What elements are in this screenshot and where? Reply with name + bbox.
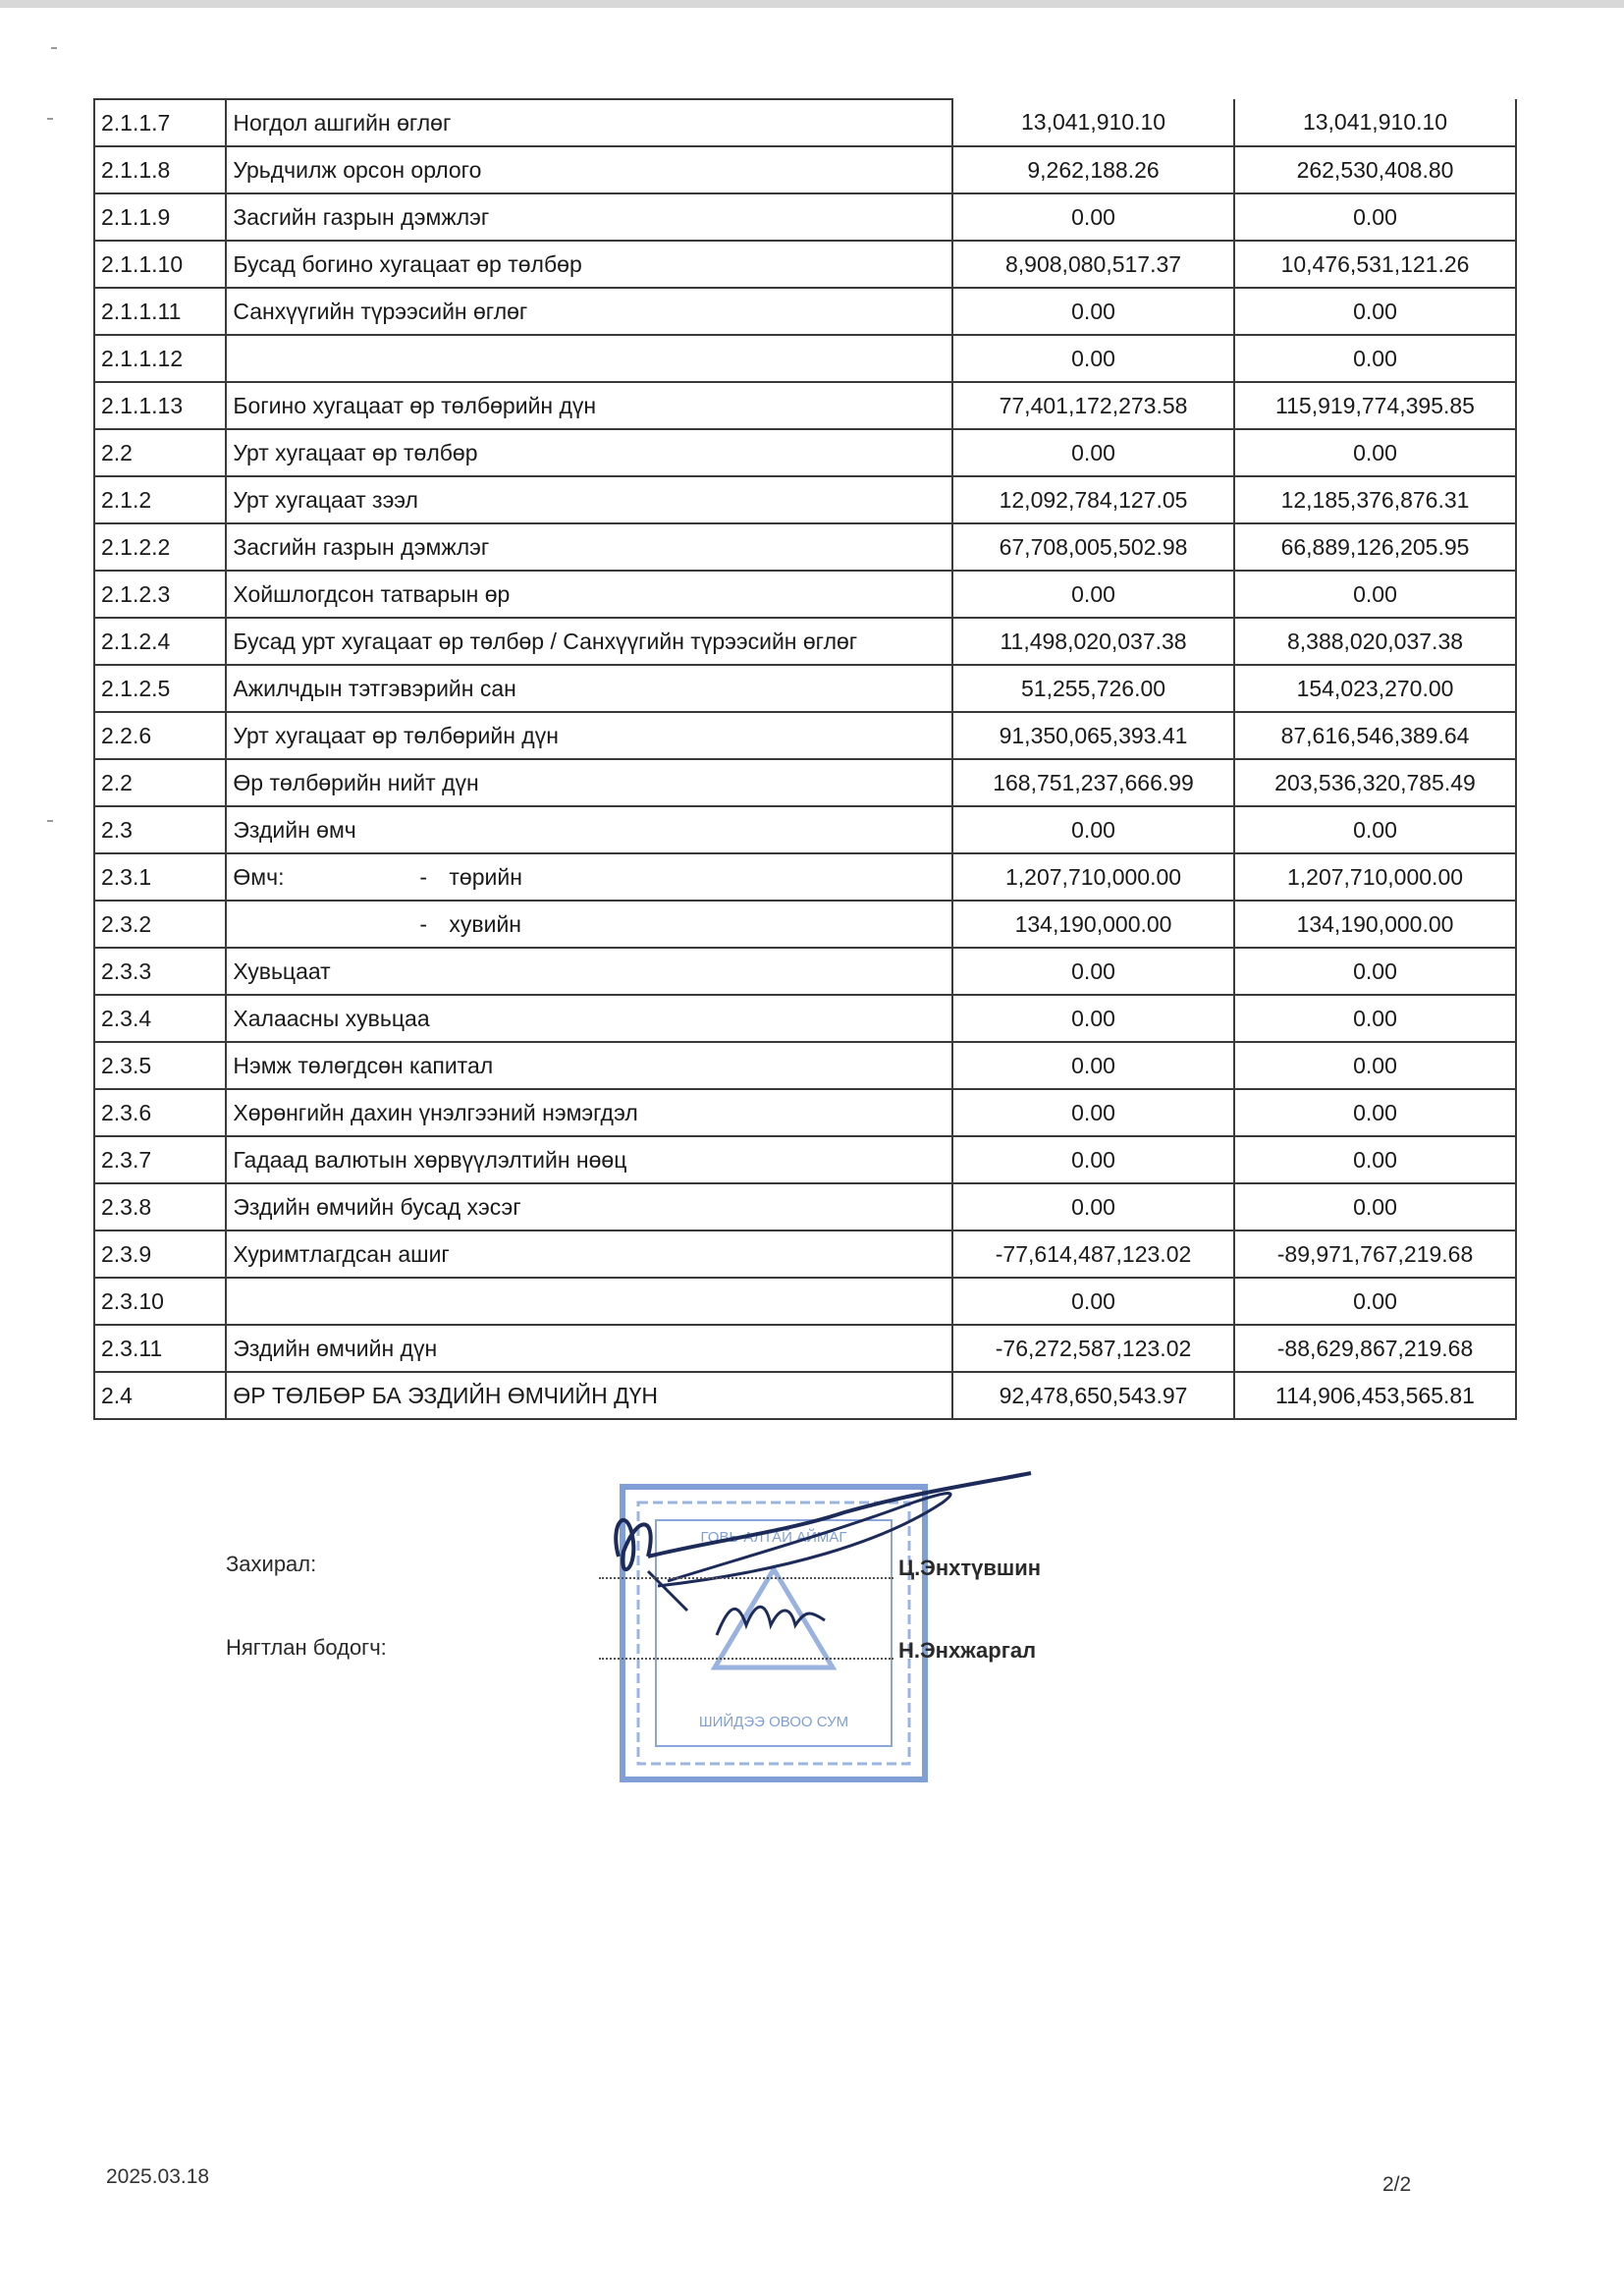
table-row: [94, 948, 1516, 995]
value-previous-period: 11,498,020,037.38: [952, 618, 1234, 665]
value-current-period: 0.00: [1234, 571, 1516, 618]
row-name: Эздийн өмч: [226, 806, 952, 853]
row-code: 2.1.1.8: [94, 146, 226, 193]
director-name: Ц.Энхтүвшин: [898, 1556, 1042, 1580]
value-previous-period: 9,262,188.26: [952, 146, 1234, 193]
row-name: [226, 335, 952, 382]
table-row: [94, 901, 1516, 948]
row-code: 2.1.1.9: [94, 193, 226, 241]
row-name: [226, 901, 952, 948]
scan-top-edge: [0, 0, 1624, 8]
value-previous-period: 0.00: [952, 948, 1234, 995]
value-current-period: 0.00: [1234, 1089, 1516, 1136]
page-number: 2/2: [1382, 2173, 1412, 2196]
row-name: Урт хугацаат өр төлбөр: [226, 429, 952, 476]
value-current-period: 154,023,270.00: [1234, 665, 1516, 712]
svg-text:ГОВЬ-АЛТАЙ АЙМАГ: ГОВЬ-АЛТАЙ АЙМАГ: [700, 1529, 847, 1546]
table-row: [94, 1325, 1516, 1372]
row-code: 2.3.9: [94, 1230, 226, 1278]
value-previous-period: 77,401,172,273.58: [952, 382, 1234, 429]
row-code: 2.3.4: [94, 995, 226, 1042]
value-current-period: 0.00: [1234, 1278, 1516, 1325]
value-previous-period: 0.00: [952, 1136, 1234, 1183]
table-row: [94, 241, 1516, 288]
table-row: [94, 288, 1516, 335]
table-row: [94, 146, 1516, 193]
row-name: Засгийн газрын дэмжлэг: [226, 523, 952, 571]
row-name: ӨР ТӨЛБӨР БА ЭЗДИЙН ӨМЧИЙН ДҮН: [226, 1372, 952, 1419]
row-name: Урт хугацаат өр төлбөрийн дүн: [226, 712, 952, 759]
value-current-period: 8,388,020,037.38: [1234, 618, 1516, 665]
footer-date: 2025.03.18: [106, 2165, 210, 2188]
row-code: 2.4: [94, 1372, 226, 1419]
row-name: Бусад урт хугацаат өр төлбөр / Санхүүгийн түрээсийн өглөг: [226, 618, 952, 665]
value-current-period: 0.00: [1234, 995, 1516, 1042]
value-previous-period: 13,041,910.10: [952, 99, 1234, 146]
row-code: 2.1.2.3: [94, 571, 226, 618]
table-row: [94, 382, 1516, 429]
value-previous-period: 8,908,080,517.37: [952, 241, 1234, 288]
table-row: [94, 1089, 1516, 1136]
row-code: 2.1.1.12: [94, 335, 226, 382]
value-previous-period: 1,207,710,000.00: [952, 853, 1234, 901]
table-row: [94, 1230, 1516, 1278]
value-current-period: 0.00: [1234, 1136, 1516, 1183]
table-row: [94, 712, 1516, 759]
value-current-period: 0.00: [1234, 288, 1516, 335]
row-code: 2.3.10: [94, 1278, 226, 1325]
dash-marker: -: [419, 910, 428, 937]
value-current-period: -88,629,867,219.68: [1234, 1325, 1516, 1372]
table-row: [94, 476, 1516, 523]
table-row: [94, 1183, 1516, 1230]
table-row: [94, 1278, 1516, 1325]
value-previous-period: 51,255,726.00: [952, 665, 1234, 712]
row-code: 2.3.7: [94, 1136, 226, 1183]
value-current-period: 0.00: [1234, 806, 1516, 853]
row-name: Эздийн өмчийн бусад хэсэг: [226, 1183, 952, 1230]
row-code: 2.1.1.13: [94, 382, 226, 429]
value-current-period: 87,616,546,389.64: [1234, 712, 1516, 759]
value-current-period: 203,536,320,785.49: [1234, 759, 1516, 806]
row-code: 2.1.2.5: [94, 665, 226, 712]
row-name: Хуримтлагдсан ашиг: [226, 1230, 952, 1278]
table-row: [94, 1136, 1516, 1183]
row-name: Санхүүгийн түрээсийн өглөг: [226, 288, 952, 335]
row-code: 2.3.11: [94, 1325, 226, 1372]
margin-mark: [47, 118, 53, 120]
row-code: 2.3.3: [94, 948, 226, 995]
row-name: Хойшлогдсон татварын өр: [226, 571, 952, 618]
table-row: [94, 429, 1516, 476]
row-name: Хувьцаат: [226, 948, 952, 995]
value-previous-period: 0.00: [952, 288, 1234, 335]
accountant-name: Н.Энхжаргал: [898, 1638, 1037, 1663]
row-code: 2.2.6: [94, 712, 226, 759]
table-row: [94, 665, 1516, 712]
row-name: Урт хугацаат зээл: [226, 476, 952, 523]
value-previous-period: 0.00: [952, 1183, 1234, 1230]
row-code: 2.1.2.4: [94, 618, 226, 665]
table-row: [94, 335, 1516, 382]
value-current-period: 115,919,774,395.85: [1234, 382, 1516, 429]
value-current-period: 10,476,531,121.26: [1234, 241, 1516, 288]
accountant-signature-line: [599, 1658, 893, 1660]
value-previous-period: 0.00: [952, 335, 1234, 382]
table-row: [94, 1372, 1516, 1419]
value-previous-period: 67,708,005,502.98: [952, 523, 1234, 571]
row-code: 2.3.5: [94, 1042, 226, 1089]
row-code: 2.1.2.2: [94, 523, 226, 571]
director-signature-line: [599, 1577, 893, 1579]
value-previous-period: 0.00: [952, 193, 1234, 241]
row-code: 2.2: [94, 429, 226, 476]
row-code: 2.3.6: [94, 1089, 226, 1136]
margin-mark: [47, 820, 53, 822]
row-code: 2.3.1: [94, 853, 226, 901]
table-row: [94, 618, 1516, 665]
row-code: 2.3.8: [94, 1183, 226, 1230]
accountant-label: Нягтлан бодогч:: [226, 1635, 387, 1660]
row-name: Гадаад валютын хөрвүүлэлтийн нөөц: [226, 1136, 952, 1183]
table-body: [94, 99, 1516, 1419]
row-code: 2.2: [94, 759, 226, 806]
table-row: [94, 523, 1516, 571]
row-name: Халаасны хувьцаа: [226, 995, 952, 1042]
row-name: Ажилчдын тэтгэвэрийн сан: [226, 665, 952, 712]
value-current-period: 12,185,376,876.31: [1234, 476, 1516, 523]
value-current-period: 0.00: [1234, 193, 1516, 241]
value-previous-period: 168,751,237,666.99: [952, 759, 1234, 806]
table-row: [94, 1042, 1516, 1089]
row-name: [226, 1278, 952, 1325]
row-code: 2.1.1.11: [94, 288, 226, 335]
row-name: Урьдчилж орсон орлого: [226, 146, 952, 193]
value-current-period: 114,906,453,565.81: [1234, 1372, 1516, 1419]
value-previous-period: 0.00: [952, 995, 1234, 1042]
row-name-text: хувийн: [449, 910, 522, 937]
row-code: 2.1.1.10: [94, 241, 226, 288]
dash-marker: -: [419, 863, 428, 890]
value-previous-period: 0.00: [952, 1278, 1234, 1325]
row-name: Бусад богино хугацаат өр төлбөр: [226, 241, 952, 288]
value-previous-period: 134,190,000.00: [952, 901, 1234, 948]
value-current-period: -89,971,767,219.68: [1234, 1230, 1516, 1278]
row-name: Засгийн газрын дэмжлэг: [226, 193, 952, 241]
value-previous-period: -77,614,487,123.02: [952, 1230, 1234, 1278]
value-current-period: 134,190,000.00: [1234, 901, 1516, 948]
value-previous-period: 12,092,784,127.05: [952, 476, 1234, 523]
row-name-text: төрийн: [449, 863, 522, 890]
margin-mark: [51, 47, 57, 49]
value-current-period: 66,889,126,205.95: [1234, 523, 1516, 571]
row-code: 2.3.2: [94, 901, 226, 948]
row-code: 2.1.1.7: [94, 99, 226, 146]
director-label: Захирал:: [226, 1552, 317, 1576]
row-name: Нэмж төлөгдсөн капитал: [226, 1042, 952, 1089]
owner-label: Өмч:: [233, 863, 285, 890]
table-row: [94, 853, 1516, 901]
value-current-period: 0.00: [1234, 1042, 1516, 1089]
value-previous-period: -76,272,587,123.02: [952, 1325, 1234, 1372]
table-row: [94, 995, 1516, 1042]
row-name: Богино хугацаат өр төлбөрийн дүн: [226, 382, 952, 429]
row-code: 2.1.2: [94, 476, 226, 523]
value-previous-period: 0.00: [952, 1042, 1234, 1089]
row-name: Өр төлбөрийн нийт дүн: [226, 759, 952, 806]
table-row: [94, 99, 1516, 146]
value-previous-period: 0.00: [952, 1089, 1234, 1136]
table-row: [94, 571, 1516, 618]
table-row: [94, 193, 1516, 241]
table-row: [94, 806, 1516, 853]
row-name: Эздийн өмчийн дүн: [226, 1325, 952, 1372]
value-previous-period: 91,350,065,393.41: [952, 712, 1234, 759]
balance-sheet-table: [93, 98, 1517, 1420]
value-previous-period: 0.00: [952, 806, 1234, 853]
row-name: [226, 853, 952, 901]
row-name: Хөрөнгийн дахин үнэлгээний нэмэгдэл: [226, 1089, 952, 1136]
svg-text:ШИЙДЭЭ ОВОО СУМ: ШИЙДЭЭ ОВОО СУМ: [698, 1714, 849, 1730]
value-current-period: 13,041,910.10: [1234, 99, 1516, 146]
value-current-period: 1,207,710,000.00: [1234, 853, 1516, 901]
row-code: 2.3: [94, 806, 226, 853]
value-previous-period: 92,478,650,543.97: [952, 1372, 1234, 1419]
row-name: Ногдол ашгийн өглөг: [226, 99, 952, 146]
value-current-period: 0.00: [1234, 429, 1516, 476]
value-previous-period: 0.00: [952, 571, 1234, 618]
value-previous-period: 0.00: [952, 429, 1234, 476]
table-row: [94, 759, 1516, 806]
value-current-period: 0.00: [1234, 335, 1516, 382]
value-current-period: 262,530,408.80: [1234, 146, 1516, 193]
value-current-period: 0.00: [1234, 1183, 1516, 1230]
value-current-period: 0.00: [1234, 948, 1516, 995]
